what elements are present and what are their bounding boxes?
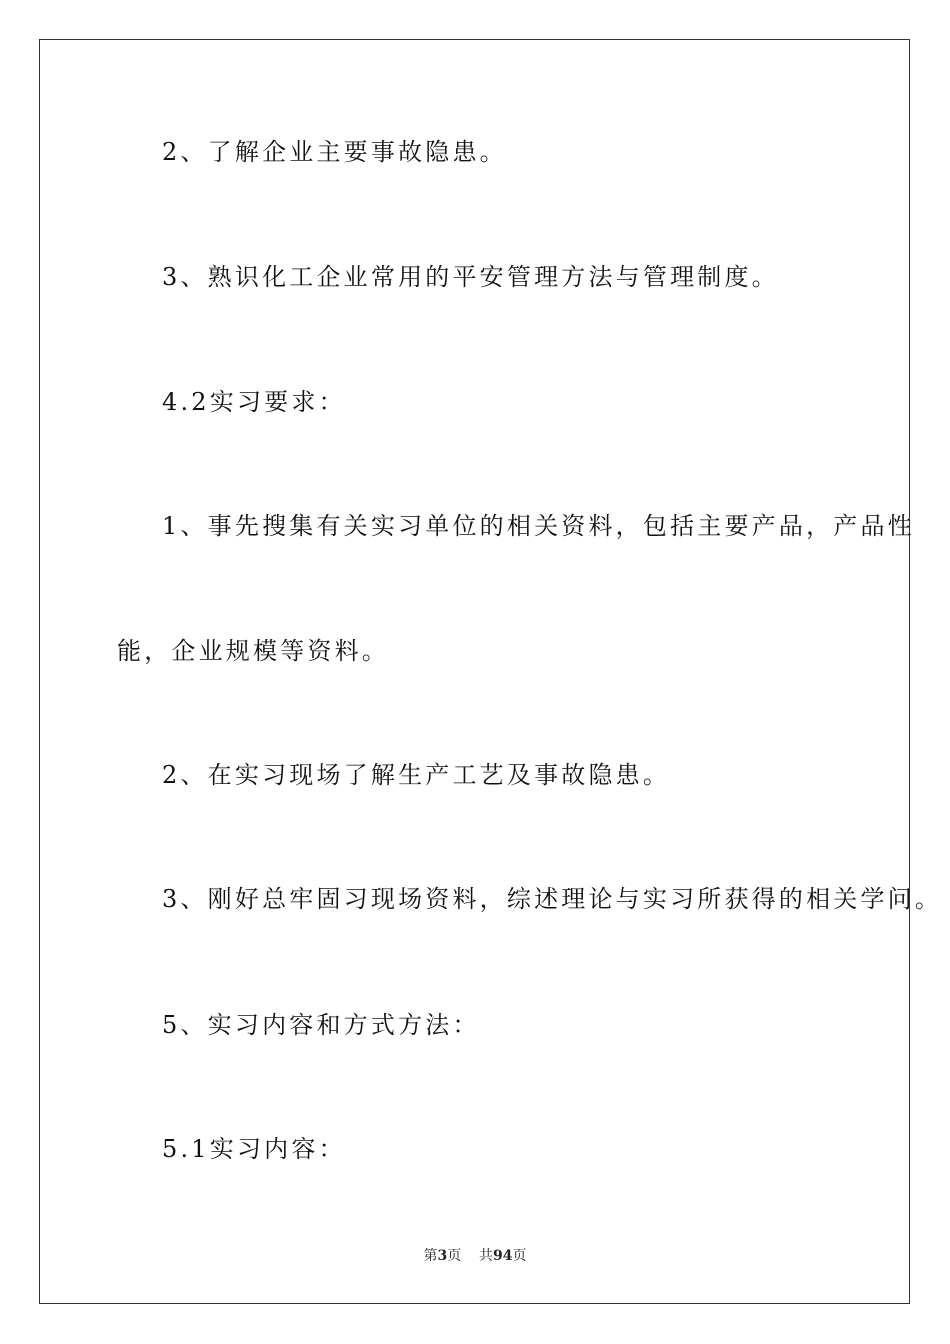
paragraph-5: 3、刚好总牢固习现场资料，综述理论与实习所获得的相关学问。: [162, 885, 943, 913]
section-heading-5-1: 5.1实习内容：: [162, 1135, 346, 1163]
section-heading-5: 5、实习内容和方式方法：: [162, 1011, 480, 1039]
paragraph-3: 1、事先搜集有关实习单位的相关资料，包括主要产品，产品性: [162, 512, 915, 540]
page-footer: [0, 1246, 950, 1266]
total-prefix: 共: [479, 1248, 494, 1264]
paragraph-4: 2、在实习现场了解生产工艺及事故隐患。: [162, 761, 671, 789]
page-prefix: 第: [423, 1248, 438, 1264]
section-heading-4-2: 4.2实习要求：: [162, 388, 346, 416]
total-suffix: 页: [512, 1248, 527, 1264]
page-suffix: 页: [447, 1248, 462, 1264]
paragraph-3-continuation: 能，企业规模等资料。: [117, 637, 389, 665]
paragraph-1: 2、了解企业主要事故隐患。: [162, 138, 507, 166]
page-border: [39, 39, 910, 1304]
total-pages: 94: [493, 1248, 513, 1264]
paragraph-2: 3、熟识化工企业常用的平安管理方法与管理制度。: [162, 263, 779, 291]
page-number: 3: [437, 1248, 448, 1264]
